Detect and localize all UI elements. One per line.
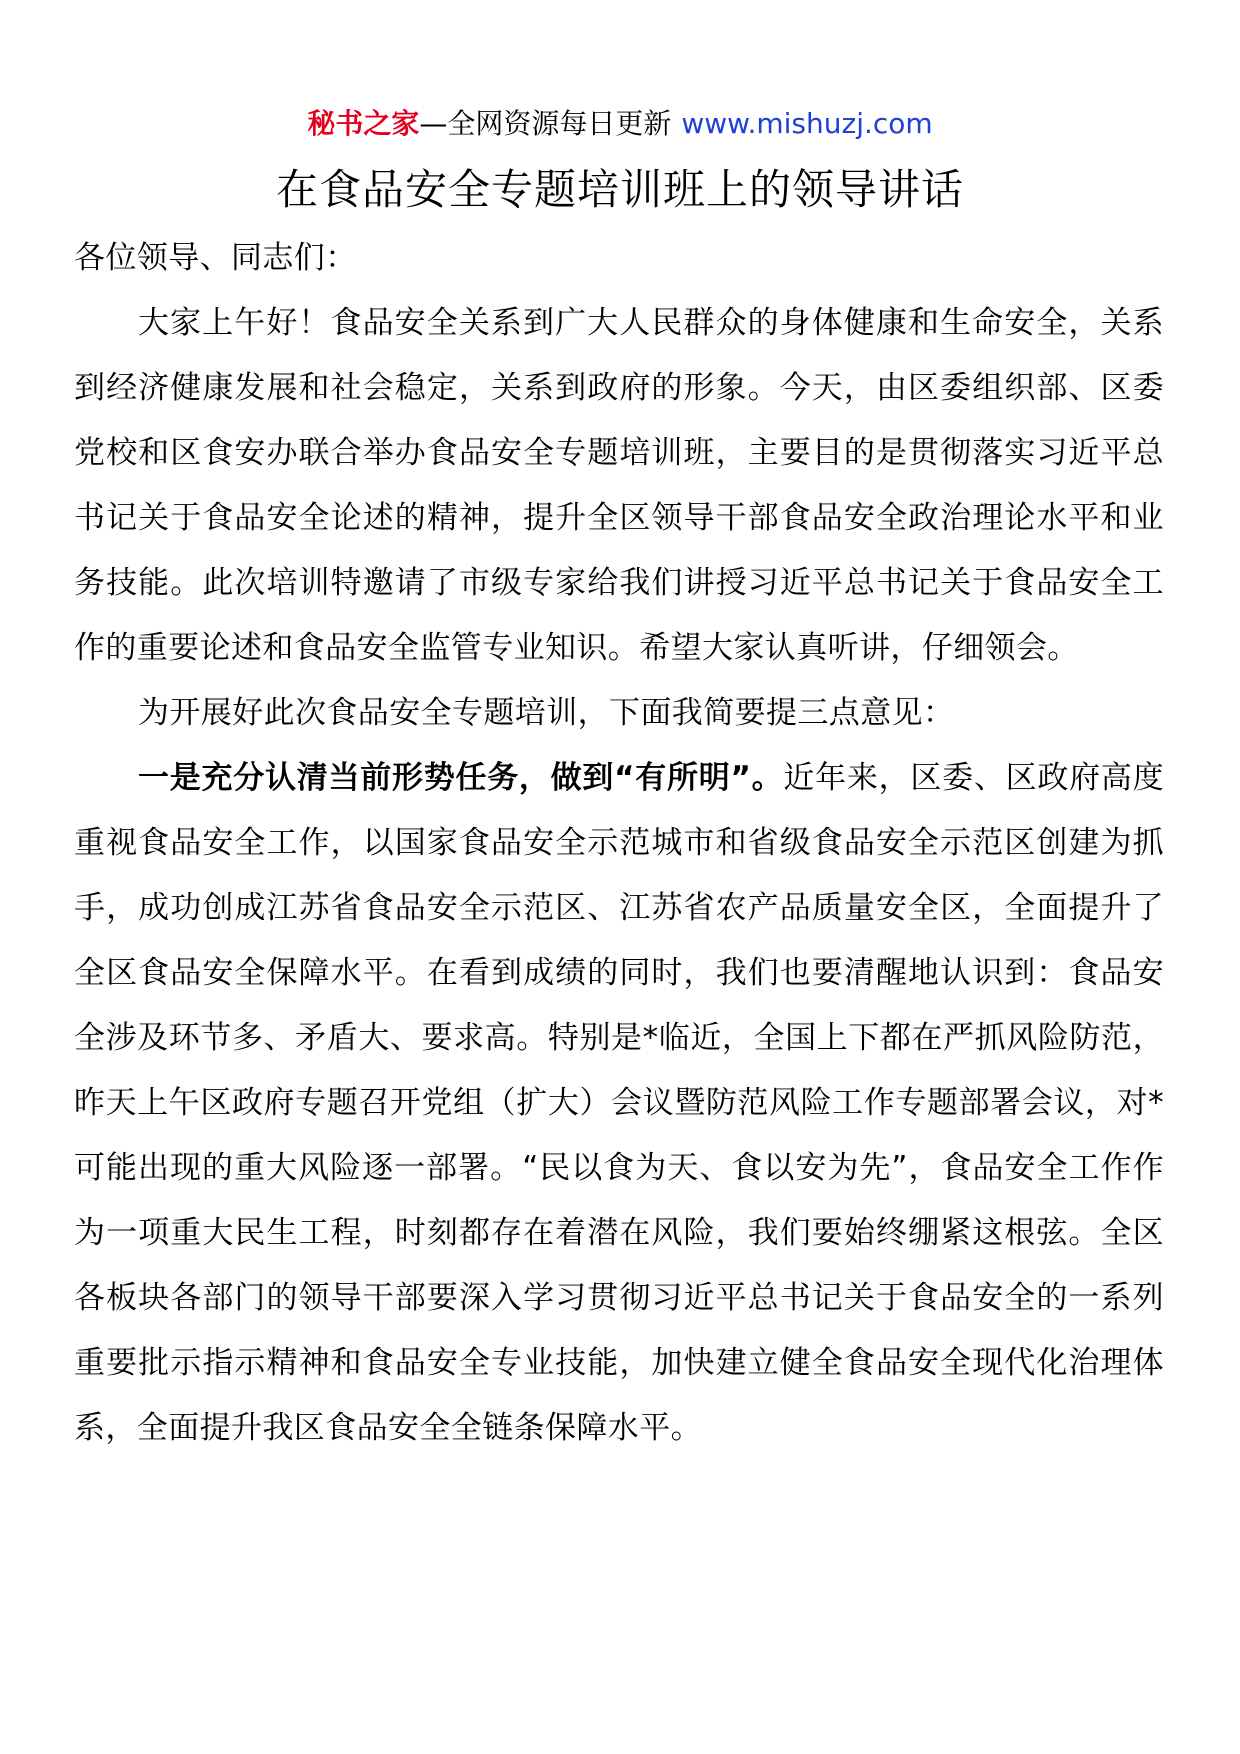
paragraph-lead: 一是充分认清当前形势任务，做到“有所明”。 (138, 760, 784, 796)
watermark-brand: 秘书之家 (307, 107, 420, 140)
document-body (74, 226, 1164, 1461)
watermark-header (0, 104, 1240, 144)
watermark-site-link[interactable]: www.mishuzj.com (681, 107, 933, 140)
paragraph-point-one (74, 746, 1164, 1461)
salutation: 各位领导、同志们： (74, 240, 357, 276)
paragraph-text: 近年来，区委、区政府高度重视食品安全工作，以国家食品安全示范城市和省级食品安全示范区创建为抓手，成功创成江苏省食品安全示范区、江苏省农产品质量安全区，全面提升了全区食品安全保障水平。在看到成绩的同时，我们也要清醒地认识到：食品安全涉及环节多、矛盾大、要求高。特别是*临近，全国上下都在严抓风险防范，昨天上午区政府专题召开党组（扩大）会议暨防范风险工作专题部署会议，对*可能出现的重大风险逐一部署。“民以食为天、食以安为先”，食品安全工作作为一项重大民生工程，时刻都存在着潜在风险，我们要始终绷紧这根弦。全区各板块各部门的领导干部要深入学习贯彻习近平总书记关于食品安全的一系列重要批示指示精神和食品安全专业技能，加快建立健全食品安全现代化治理体系，全面提升我区食品安全全链条保障水平。 (74, 760, 1164, 1446)
paragraph-text: 大家上午好！食品安全关系到广大人民群众的身体健康和生命安全，关系到经济健康发展和社会稳定，关系到政府的形象。今天，由区委组织部、区委党校和区食安办联合举办食品安全专题培训班，主要目的是贯彻落实习近平总书记关于食品安全论述的精神，提升全区领导干部食品安全政治理论水平和业务技能。此次培训特邀请了市级专家给我们讲授习近平总书记关于食品安全工作的重要论述和食品安全监管专业知识。希望大家认真听讲，仔细领会。 (74, 305, 1164, 666)
document-title: 在食品安全专题培训班上的领导讲话 (275, 165, 964, 214)
paragraph-text: 为开展好此次食品安全专题培训，下面我简要提三点意见： (138, 695, 955, 731)
watermark-tagline: —全网资源每日更新 (419, 107, 672, 140)
paragraph-greeting (74, 291, 1164, 681)
paragraph-intro-points (74, 681, 1164, 746)
